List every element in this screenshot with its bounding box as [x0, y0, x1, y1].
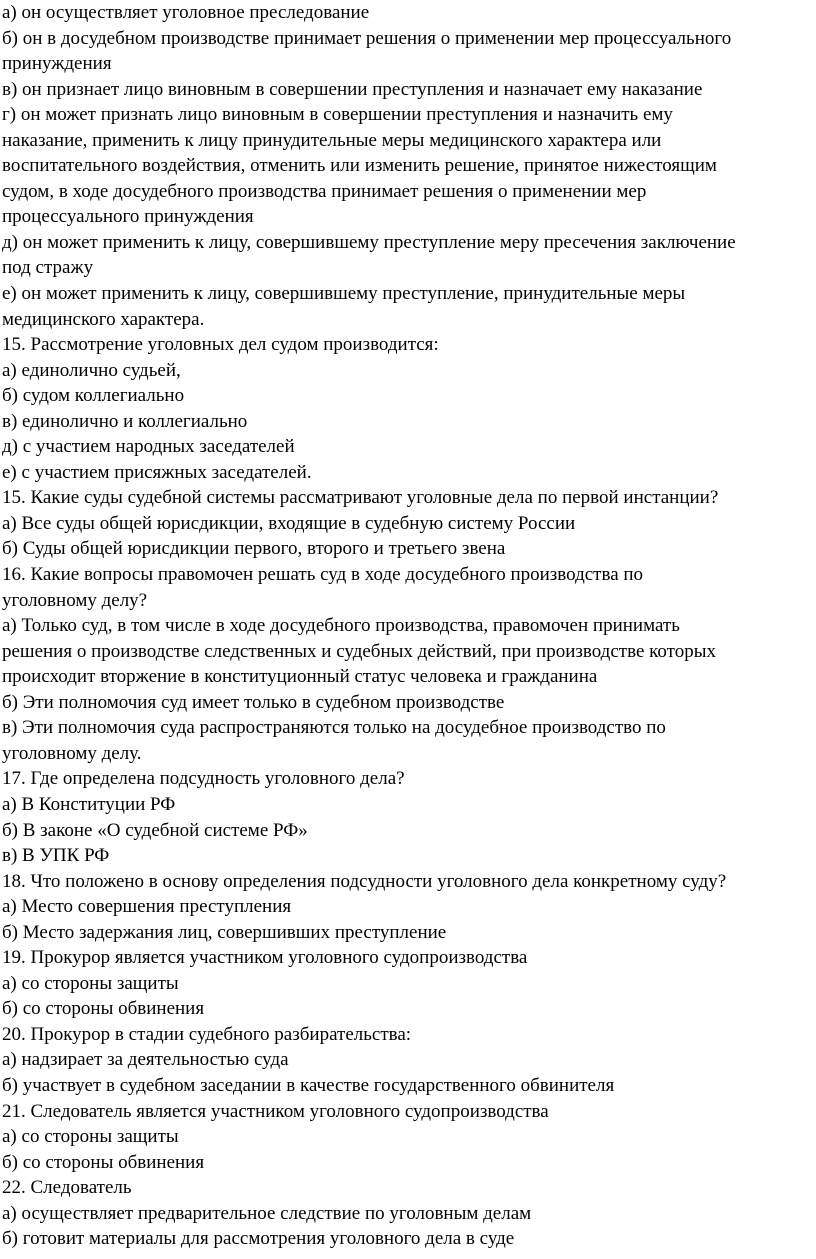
text-line: е) он может применить к лицу, совершившему преступление, принудительные меры: [2, 283, 686, 305]
answer-option: в) единолично и коллегиально: [2, 410, 248, 432]
answer-option: б) участвует в судебном заседании в качестве государственного обвинителя: [2, 1074, 615, 1096]
answer-option: а) Только суд, в том числе в ходе досудебного производства, правомочен принимать: [2, 615, 680, 637]
text-line: судом, в ходе досудебного производства принимает решения о применении мер: [2, 180, 647, 202]
answer-option: а) надзирает за деятельностью суда: [2, 1049, 289, 1071]
answer-option: б) Суды общей юрисдикции первого, второго и третьего звена: [2, 538, 506, 560]
answer-option: а) В Конституции РФ: [2, 793, 176, 815]
answer-option: д) с участием народных заседателей: [2, 436, 295, 458]
answer-option: б) со стороны обвинения: [2, 998, 205, 1020]
question-heading: 21. Следователь является участником уголовного судопроизводства: [2, 1100, 549, 1122]
text-line: процессуального принуждения: [2, 206, 254, 228]
answer-option: а) Место совершения преступления: [2, 896, 292, 918]
text-line: а) он осуществляет уголовное преследование: [2, 2, 370, 23]
text-line: под стражу: [2, 257, 94, 279]
question-heading: 16. Какие вопросы правомочен решать суд в ходе досудебного производства по: [2, 564, 644, 586]
answer-option: а) осуществляет предварительное следствие по уголовным делам: [2, 1202, 532, 1224]
text-line: д) он может применить к лицу, совершившему преступление меру пресечения заключение: [2, 231, 736, 253]
answer-option: б) со стороны обвинения: [2, 1151, 205, 1173]
answer-option: б) Место задержания лиц, совершивших преступление: [2, 921, 447, 943]
question-heading: 18. Что положено в основу определения подсудности уголовного дела конкретному суду?: [2, 870, 727, 892]
text-line: воспитательного воздействия, отменить или изменить решение, принятое нижестоящим: [2, 155, 717, 177]
text-line: б) он в досудебном производстве принимает решения о применении мер процессуального: [2, 27, 732, 49]
answer-option: а) Все суды общей юрисдикции, входящие в судебную систему России: [2, 512, 576, 534]
answer-option: а) со стороны защиты: [2, 972, 179, 994]
text-line: медицинского характера.: [2, 308, 205, 330]
question-heading: 19. Прокурор является участником уголовного судопроизводства: [2, 947, 528, 969]
answer-option: в) В УПК РФ: [2, 845, 110, 867]
question-heading: 22. Следователь: [2, 1177, 132, 1199]
text-line: в) он признает лицо виновным в совершении преступления и назначает ему наказание: [2, 78, 703, 100]
text-line: наказание, применить к лицу принудительные меры медицинского характера или: [2, 129, 662, 151]
answer-option: а) со стороны защиты: [2, 1126, 179, 1148]
text-line: принуждения: [2, 53, 112, 75]
answer-option: е) с участием присяжных заседателей.: [2, 461, 312, 483]
answer-option: б) готовит материалы для рассмотрения уголовного дела в суде: [2, 1228, 515, 1250]
answer-option: в) Эти полномочия суда распространяются только на досудебное производство по: [2, 717, 666, 739]
answer-option: б) судом коллегиально: [2, 385, 185, 407]
answer-option: б) Эти полномочия суд имеет только в судебном производстве: [2, 691, 505, 713]
question-heading: 15. Какие суды судебной системы рассматривают уголовные дела по первой инстанции?: [2, 487, 719, 509]
answer-option: а) единолично судьей,: [2, 359, 181, 381]
question-heading: 17. Где определена подсудность уголовного дела?: [2, 768, 405, 790]
answer-option: уголовному делу.: [2, 742, 142, 764]
answer-option: происходит вторжение в конституционный статус человека и гражданина: [2, 666, 598, 688]
text-line: г) он может признать лицо виновным в совершении преступления и назначить ему: [2, 104, 673, 126]
answer-option: решения о производстве следственных и судебных действий, при производстве которых: [2, 640, 716, 662]
answer-option: б) В законе «О судебной системе РФ»: [2, 819, 308, 841]
question-heading: 15. Рассмотрение уголовных дел судом производится:: [2, 334, 439, 356]
question-heading: 20. Прокурор в стадии судебного разбирательства:: [2, 1023, 412, 1045]
question-heading: уголовному делу?: [2, 589, 148, 611]
